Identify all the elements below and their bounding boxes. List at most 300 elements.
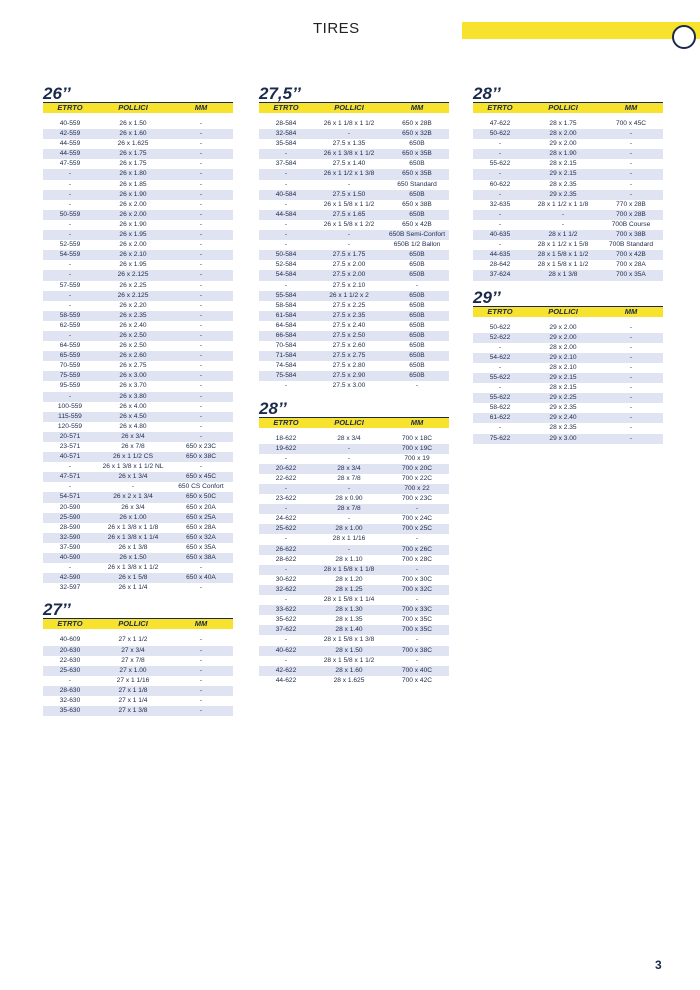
cell-pollici: 28 x 1 1/2	[548, 231, 578, 239]
cell-mm: 700 x 35C	[401, 626, 433, 634]
cell-pollici: -	[561, 210, 565, 218]
table-row	[259, 371, 449, 381]
table-row	[259, 240, 449, 250]
cell-mm: 650B	[409, 291, 425, 299]
table-row	[43, 523, 233, 533]
cell-etrto: -	[284, 565, 288, 573]
cell-etrto: -	[68, 301, 72, 309]
cell-etrto: 40-622	[275, 646, 297, 654]
cell-mm: -	[199, 676, 203, 684]
cell-pollici: 28 x 2.00	[549, 343, 577, 351]
cell-mm: -	[199, 584, 203, 592]
cell-mm: -	[415, 535, 419, 543]
cell-etrto: 23-622	[275, 495, 297, 503]
cell-etrto: -	[284, 656, 288, 664]
cell-etrto: 57-559	[59, 281, 81, 289]
cell-pollici: 26 x 1 3/8 x 1 1/2	[107, 564, 159, 572]
table-row	[259, 575, 449, 585]
cell-pollici: 27.5 x 1.50	[332, 190, 366, 198]
cell-pollici: 28 x 1 5/8 x 1 1/4	[323, 596, 375, 604]
cell-mm: 650B	[409, 331, 425, 339]
table-row	[43, 260, 233, 270]
table-row	[259, 159, 449, 169]
cell-etrto: 65-559	[59, 352, 81, 360]
cell-etrto: -	[284, 505, 288, 513]
cell-mm: 650B	[409, 321, 425, 329]
cell-etrto: 42-559	[59, 130, 81, 138]
table-row	[473, 383, 663, 393]
table-row	[473, 434, 663, 444]
table-row	[259, 524, 449, 534]
cell-pollici: 28 x 3/4	[337, 434, 361, 442]
cell-mm: 650 x 28B	[402, 120, 432, 127]
table-row	[43, 250, 233, 260]
table-row	[43, 646, 233, 656]
cell-mm: 700 x 22C	[401, 474, 433, 482]
table-row	[259, 281, 449, 291]
cell-mm: 700 x 45C	[615, 120, 647, 127]
cell-mm: -	[199, 646, 203, 654]
cell-etrto: -	[68, 463, 72, 471]
cell-etrto: -	[68, 676, 72, 684]
cell-pollici: 29 x 2.00	[549, 140, 577, 148]
cell-mm: -	[415, 505, 419, 513]
cell-pollici: -	[347, 515, 351, 523]
cell-etrto: 54-622	[489, 353, 511, 361]
table-row	[473, 423, 663, 433]
section-title: 26’’	[43, 86, 233, 103]
cell-etrto: -	[68, 392, 72, 400]
cell-mm: 650B	[409, 301, 425, 309]
table-row	[473, 139, 663, 149]
size-section	[43, 86, 233, 593]
cell-mm: 650 x 35B	[402, 170, 432, 178]
table-row	[473, 200, 663, 210]
cell-etrto: 37-624	[489, 271, 511, 279]
cell-mm: -	[199, 686, 203, 694]
table-row	[259, 484, 449, 494]
cell-pollici: 26 x 1 3/8 x 1 1/2 NL	[102, 463, 164, 471]
cell-etrto: 22-622	[275, 474, 297, 482]
table-row	[259, 119, 449, 129]
cell-mm: 700 x 25C	[401, 525, 433, 533]
table-row	[259, 260, 449, 270]
cell-etrto: -	[68, 220, 72, 228]
cell-etrto: -	[68, 170, 72, 178]
cell-pollici: 27.5 x 1.65	[332, 210, 366, 218]
table-row	[473, 169, 663, 179]
cell-mm: 650 x 23C	[185, 443, 217, 450]
table-row	[259, 180, 449, 190]
cell-mm: -	[199, 150, 203, 158]
cell-pollici: 28 x 2.15	[549, 160, 577, 168]
cell-mm: 700 x 26C	[401, 545, 433, 553]
cell-pollici: 26 x 3.00	[119, 372, 147, 380]
cell-pollici: 26 x 1 1/4	[118, 584, 148, 592]
table-row	[43, 442, 233, 452]
cell-pollici: 26 x 1.80	[119, 170, 147, 178]
cell-etrto: -	[498, 424, 502, 432]
cell-pollici: 27.5 x 2.00	[332, 271, 366, 279]
cell-etrto: -	[284, 636, 288, 644]
cell-etrto: -	[284, 596, 288, 604]
cell-pollici: 26 x 1 1/2 x 1 3/8	[323, 170, 375, 178]
cell-mm: 650B	[409, 342, 425, 350]
cell-etrto: 47-622	[489, 120, 511, 127]
table-row	[43, 533, 233, 543]
cell-mm: 650 x 38B	[402, 200, 432, 208]
cell-pollici: 28 x 1.50	[335, 646, 363, 654]
cell-pollici: 26 x 1 3/8 x 1 1/2	[323, 150, 375, 158]
cell-pollici: 26 x 1.60	[119, 130, 147, 138]
cell-mm: 700B Standard	[609, 241, 653, 249]
cell-pollici: 26 x 1.625	[117, 140, 149, 148]
cell-mm: 650 x 20A	[186, 503, 216, 511]
cell-etrto: 18-622	[275, 434, 297, 442]
cell-pollici: -	[347, 180, 351, 188]
cell-mm: -	[199, 210, 203, 218]
cell-pollici: 29 x 2.00	[549, 323, 577, 331]
cell-mm: -	[629, 190, 633, 198]
cell-pollici: 28 x 1 1/2 x 1 1/8	[537, 200, 589, 208]
table-row	[259, 646, 449, 656]
cell-etrto: 32-584	[275, 130, 297, 138]
table-row	[473, 190, 663, 200]
cell-pollici: 26 x 1 5/8	[118, 574, 148, 582]
cell-etrto: 35-622	[275, 616, 297, 624]
table-row	[259, 625, 449, 635]
table-row	[259, 301, 449, 311]
table-row	[43, 422, 233, 432]
section-title: 27,5’’	[259, 86, 449, 103]
cell-mm: -	[199, 190, 203, 198]
table-row	[43, 281, 233, 291]
table-row	[259, 585, 449, 595]
table-row	[43, 139, 233, 149]
table-row	[473, 403, 663, 413]
section-title: 28’’	[259, 401, 449, 418]
cell-etrto: 95-559	[59, 382, 81, 390]
table-header	[43, 103, 233, 113]
table-row	[259, 615, 449, 625]
cell-mm: -	[199, 220, 203, 228]
cell-pollici: 28 x 1.625	[333, 676, 365, 684]
cell-etrto: -	[498, 150, 502, 158]
cell-pollici: 28 x 1 1/16	[332, 535, 366, 543]
cell-mm: -	[199, 200, 203, 208]
cell-pollici: -	[347, 241, 351, 249]
cell-pollici: 26 x 1.50	[119, 120, 147, 127]
table-row	[43, 331, 233, 341]
cell-pollici: 26 x 1 1/2 CS	[113, 453, 153, 461]
cell-mm: 700 x 28C	[401, 555, 433, 563]
section-title: 29’’	[473, 290, 663, 307]
table-row	[259, 341, 449, 351]
table-row	[473, 260, 663, 270]
cell-mm: -	[199, 564, 203, 572]
cell-pollici: 27.5 x 2.60	[332, 342, 366, 350]
cell-etrto: 52-622	[489, 333, 511, 341]
cell-etrto: 32-597	[59, 584, 81, 592]
table-row	[259, 676, 449, 686]
cell-pollici: -	[561, 220, 565, 228]
cell-mm: 650 CS Confort	[178, 483, 224, 491]
cell-mm: 650B	[409, 190, 425, 198]
table-row	[43, 635, 233, 645]
cell-mm: 650B	[409, 352, 425, 360]
cell-etrto: 32-630	[59, 696, 81, 704]
cell-pollici: 26 x 3.70	[119, 382, 147, 390]
cell-pollici: 27.5 x 2.00	[332, 261, 366, 269]
cell-etrto: 37-584	[275, 160, 297, 168]
cell-mm: 650B	[409, 140, 425, 148]
section-title: 28’’	[473, 86, 663, 103]
cell-mm: -	[199, 463, 203, 471]
table-row	[259, 361, 449, 371]
cell-pollici: 27.5 x 2.80	[332, 362, 366, 370]
cell-mm: -	[199, 241, 203, 249]
cell-pollici: 26 x 2.20	[119, 301, 147, 309]
cell-mm: -	[199, 362, 203, 370]
cell-etrto: -	[68, 231, 72, 239]
cell-mm: 650B	[409, 311, 425, 319]
cell-etrto: 37-622	[275, 626, 297, 634]
cell-mm: -	[629, 434, 633, 442]
cell-etrto: 60-622	[489, 180, 511, 188]
cell-etrto: 26-622	[275, 545, 297, 553]
cell-mm: 650 x 38A	[186, 554, 216, 562]
cell-etrto: 74-584	[275, 362, 297, 370]
cell-pollici: -	[347, 444, 351, 452]
cell-etrto: 40-609	[59, 636, 81, 644]
table-row	[43, 676, 233, 686]
cell-pollici: 29 x 2.40	[549, 414, 577, 422]
cell-mm: -	[629, 373, 633, 381]
cell-etrto: -	[284, 180, 288, 188]
cell-mm: -	[199, 656, 203, 664]
cell-pollici: 29 x 3.00	[549, 434, 577, 442]
table-row	[259, 565, 449, 575]
cell-mm: 650 x 28A	[186, 523, 216, 531]
cell-etrto: -	[498, 210, 502, 218]
header-pollici: POLLICI	[118, 103, 148, 112]
cell-pollici: 29 x 2.15	[549, 373, 577, 381]
cell-mm: 700 x 19	[404, 454, 430, 462]
table-row	[259, 270, 449, 280]
table-row	[43, 553, 233, 563]
cell-etrto: 25-622	[275, 525, 297, 533]
cell-mm: -	[199, 392, 203, 400]
cell-pollici: 29 x 2.15	[549, 170, 577, 178]
cell-pollici: 26 x 1.90	[119, 220, 147, 228]
cell-mm: -	[415, 596, 419, 604]
cell-pollici: 26 x 1.95	[119, 231, 147, 239]
cell-mm: -	[199, 291, 203, 299]
cell-mm: 650 x 45C	[185, 473, 217, 481]
table-row	[473, 270, 663, 280]
cell-etrto: 42-622	[275, 666, 297, 674]
cell-etrto: 55-622	[489, 394, 511, 402]
table-row	[259, 250, 449, 260]
cell-pollici: 29 x 2.35	[549, 190, 577, 198]
cell-etrto: 32-622	[275, 585, 297, 593]
table-row	[43, 371, 233, 381]
cell-pollici: -	[347, 454, 351, 462]
cell-mm: -	[415, 656, 419, 664]
table-row	[43, 573, 233, 583]
cell-etrto: 64-584	[275, 321, 297, 329]
table-row	[43, 392, 233, 402]
cell-etrto: 28-630	[59, 686, 81, 694]
cell-etrto: 37-590	[59, 543, 81, 551]
table-row	[43, 412, 233, 422]
cell-etrto: -	[68, 331, 72, 339]
cell-pollici: 28 x 1.75	[549, 120, 577, 127]
table-row	[43, 492, 233, 502]
cell-mm: 650 x 38C	[185, 453, 217, 461]
cell-etrto: -	[498, 241, 502, 249]
table-row	[259, 200, 449, 210]
table-row	[259, 605, 449, 615]
cell-pollici: -	[347, 130, 351, 138]
cell-etrto: -	[284, 382, 288, 390]
cell-mm: -	[629, 323, 633, 331]
cell-etrto: 50-559	[59, 210, 81, 218]
table-row	[43, 482, 233, 492]
cell-etrto: -	[68, 483, 72, 491]
cell-pollici: 27 x 7/8	[121, 656, 145, 664]
table-row	[43, 361, 233, 371]
cell-pollici: 27.5 x 2.40	[332, 321, 366, 329]
cell-pollici: 28 x 1.20	[335, 575, 363, 583]
cell-pollici: 28 x 1 5/8 x 1 1/8	[323, 565, 375, 573]
cell-mm: 650B	[409, 271, 425, 279]
cell-pollici: 29 x 2.00	[549, 333, 577, 341]
table-row	[43, 706, 233, 716]
cell-etrto: 115-559	[58, 412, 82, 420]
cell-etrto: 28-584	[275, 120, 297, 127]
cell-etrto: 28-642	[489, 261, 511, 269]
cell-mm: -	[629, 150, 633, 158]
table-row	[259, 444, 449, 454]
cell-mm: -	[629, 333, 633, 341]
cell-etrto: 70-584	[275, 342, 297, 350]
cell-pollici: 28 x 2.35	[549, 180, 577, 188]
header-mm: MM	[624, 306, 638, 316]
header-mm: MM	[410, 103, 424, 112]
table-row	[473, 250, 663, 260]
cell-pollici: 26 x 3/4	[121, 503, 145, 511]
cell-pollici: 26 x 1.00	[119, 513, 147, 521]
cell-pollici: 26 x 4.50	[119, 412, 147, 420]
table-row	[43, 190, 233, 200]
cell-mm: 700 x 32C	[401, 585, 433, 593]
table-row	[43, 240, 233, 250]
table-row	[259, 454, 449, 464]
cell-mm: -	[629, 353, 633, 361]
table-row	[43, 220, 233, 230]
cell-pollici: 26 x 1 3/8 x 1 1/4	[107, 533, 159, 541]
table-row	[259, 169, 449, 179]
cell-mm: 650 x 32B	[402, 130, 432, 138]
cell-etrto: 54-559	[59, 251, 81, 259]
cell-pollici: 28 x 1 5/8 x 1 3/8	[323, 636, 375, 644]
cell-etrto: 58-584	[275, 301, 297, 309]
cell-etrto: 50-622	[489, 130, 511, 138]
table-row	[259, 635, 449, 645]
cell-mm: 700 x 33C	[401, 606, 433, 614]
cell-pollici: 26 x 1.75	[119, 160, 147, 168]
cell-etrto: -	[284, 200, 288, 208]
cell-pollici: 28 x 1.00	[335, 525, 363, 533]
cell-etrto: 75-622	[489, 434, 511, 442]
table-row	[259, 656, 449, 666]
cell-pollici: 27.5 x 1.35	[332, 140, 366, 148]
page-title: TIRES	[313, 20, 360, 37]
cell-pollici: 26 x 1.85	[119, 180, 147, 188]
cell-pollici: 28 x 7/8	[337, 474, 361, 482]
table-row	[43, 452, 233, 462]
cell-pollici: 27.5 x 2.25	[332, 301, 366, 309]
cell-pollici: 27 x 1 3/8	[118, 707, 148, 715]
cell-pollici: 26 x 4.00	[119, 402, 147, 410]
cell-etrto: -	[68, 271, 72, 279]
cell-mm: 650 x 40A	[186, 574, 216, 582]
table-header	[473, 103, 663, 113]
cell-etrto: 20-571	[59, 432, 81, 440]
cell-etrto: 19-622	[275, 444, 297, 452]
cell-etrto: 55-622	[489, 373, 511, 381]
section-title: 27’’	[43, 602, 233, 619]
table-row	[43, 230, 233, 240]
cell-pollici: 28 x 2.00	[549, 130, 577, 138]
cell-etrto: -	[284, 485, 288, 492]
cell-pollici: 26 x 2.00	[119, 210, 147, 218]
header-mm: MM	[194, 619, 208, 629]
cell-etrto: -	[498, 220, 502, 228]
table-row	[43, 119, 233, 129]
header-mm: MM	[624, 103, 638, 112]
cell-mm: -	[199, 352, 203, 360]
cell-etrto: 54-571	[59, 493, 81, 501]
cell-mm: -	[199, 160, 203, 168]
cell-etrto: 55-622	[489, 160, 511, 168]
cell-pollici: -	[347, 485, 351, 492]
cell-etrto: 44-622	[275, 676, 297, 684]
cell-etrto: 50-622	[489, 323, 511, 331]
cell-pollici: 28 x 7/8	[337, 505, 361, 513]
table-row	[43, 656, 233, 666]
cell-pollici: 26 x 2 x 1 3/4	[113, 493, 153, 501]
cell-mm: -	[199, 231, 203, 239]
table-row	[259, 534, 449, 544]
cell-pollici: 27 x 1 1/4	[118, 696, 148, 704]
cell-mm: 700 x 24C	[401, 515, 433, 523]
table-row	[259, 331, 449, 341]
header-circle-icon	[672, 25, 696, 49]
cell-pollici: 27.5 x 2.75	[332, 352, 366, 360]
cell-etrto: 52-584	[275, 261, 297, 269]
table-row	[43, 543, 233, 553]
cell-mm: 650 x 35B	[402, 150, 432, 158]
cell-pollici: 26 x 1 3/8 x 1 1/8	[107, 523, 159, 531]
cell-pollici: 26 x 2.75	[119, 362, 147, 370]
header-pollici: POLLICI	[548, 306, 578, 316]
cell-mm: -	[415, 382, 419, 390]
cell-mm: -	[415, 636, 419, 644]
cell-mm: 650B	[409, 210, 425, 218]
cell-etrto: -	[284, 535, 288, 543]
